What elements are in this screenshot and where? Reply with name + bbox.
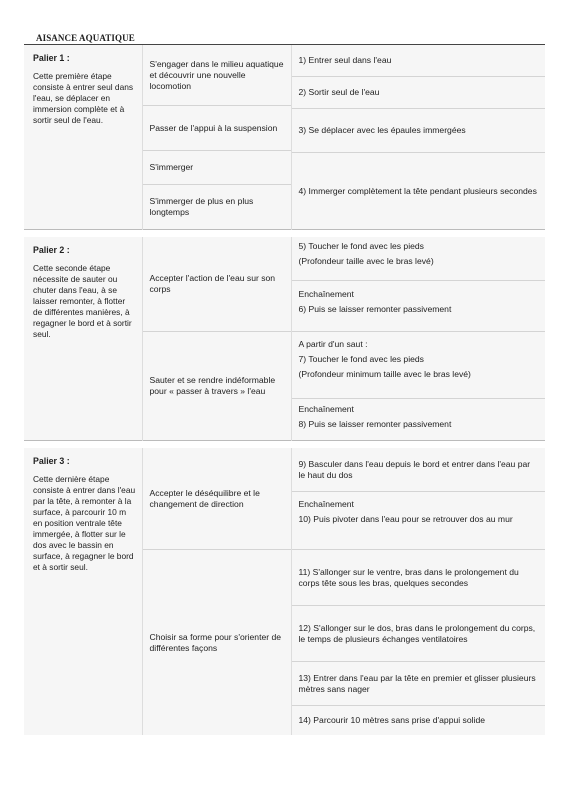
palier-3-description: Cette dernière étape consiste à entrer dans l'eau par la tête, à remonter à la surface, à parcourir 10 m en position ventrale tête immergée, à flotter sur le dos avec le bassin en surface, à regagner le bord et à sortir seul. xyxy=(33,474,136,572)
palier-1-summary xyxy=(24,45,142,230)
objective-cell xyxy=(143,105,291,150)
task-line: Enchaînement xyxy=(298,404,354,414)
palier-1-title: Palier 1 : xyxy=(33,53,70,63)
task-line: Enchaînement xyxy=(298,499,354,509)
task-cell xyxy=(292,448,546,491)
palier-2-summary xyxy=(24,237,142,441)
task-cell xyxy=(292,152,546,229)
task-cell xyxy=(292,45,546,76)
task-cell xyxy=(292,491,546,549)
task-line: 5) Toucher le fond avec les pieds xyxy=(298,241,424,251)
palier-2-objectives xyxy=(142,237,291,441)
row-separator xyxy=(24,441,545,449)
palier-1-tasks xyxy=(291,45,545,230)
objective-cell xyxy=(143,150,291,184)
objective-text: S'immerger de plus en plus longtemps xyxy=(149,196,254,217)
task-cell xyxy=(292,280,546,331)
objective-text: Accepter le déséquilibre et le changement de direction xyxy=(149,487,260,509)
task-line: 4) Immerger complètement la tête pendant plusieurs secondes xyxy=(298,185,537,196)
palier-2-row xyxy=(24,237,545,441)
objective-cell xyxy=(143,45,291,105)
objective-text: Choisir sa forme pour s'orienter de différentes façons xyxy=(149,631,282,653)
task-line: 11) S'allonger sur le ventre, bras dans le prolongement du corps tête sous les bras, quelques secondes xyxy=(298,566,519,588)
palier-2-title: Palier 2 : xyxy=(33,245,70,255)
task-cell xyxy=(292,108,546,152)
task-line: (Profondeur minimum taille avec le bras levé) xyxy=(298,369,471,379)
palier-1-objectives xyxy=(142,45,291,230)
objective-text: S'immerger xyxy=(149,162,194,172)
row-separator xyxy=(24,230,545,238)
task-line: 8) Puis se laisser remonter passivement xyxy=(298,419,452,429)
task-line: 3) Se déplacer avec les épaules immergées xyxy=(298,125,466,135)
task-line: 2) Sortir seul de l'eau xyxy=(298,87,380,97)
palier-2-tasks xyxy=(291,237,545,441)
palier-3-title: Palier 3 : xyxy=(33,456,70,466)
task-cell xyxy=(292,76,546,108)
palier-3-objectives xyxy=(142,448,291,735)
objective-cell xyxy=(143,549,291,735)
palier-1-row xyxy=(24,45,545,230)
task-cell xyxy=(292,331,546,398)
objective-text: Sauter et se rendre indéformable pour « passer à travers » l'eau xyxy=(149,375,276,396)
task-cell xyxy=(292,705,546,735)
objective-cell xyxy=(143,184,291,229)
task-cell xyxy=(292,661,546,705)
palier-2-description: Cette seconde étape nécessite de sauter ou chuter dans l'eau, à se laisser remonter, à flotter de différentes manières, à regagner le bord et à sortir seul. xyxy=(33,263,132,339)
task-line: 10) Puis pivoter dans l'eau pour se retrouver dos au mur xyxy=(298,514,513,524)
task-cell xyxy=(292,549,546,605)
task-line: 7) Toucher le fond avec les pieds xyxy=(298,354,424,364)
task-line: (Profondeur taille avec le bras levé) xyxy=(298,256,434,266)
task-cell xyxy=(292,237,546,280)
task-line: Enchaînement xyxy=(298,289,354,299)
objective-cell xyxy=(143,331,291,440)
objective-cell xyxy=(143,448,291,549)
palier-3-tasks xyxy=(291,448,545,735)
document-title: AISANCE AQUATIQUE xyxy=(36,33,135,43)
task-line: 6) Puis se laisser remonter passivement xyxy=(298,304,452,314)
task-line: 1) Entrer seul dans l'eau xyxy=(298,55,392,65)
objective-text: Passer de l'appui à la suspension xyxy=(149,122,278,133)
palier-3-row xyxy=(24,448,545,735)
objective-text: S'engager dans le milieu aquatique et découvrir une nouvelle locomotion xyxy=(149,58,284,91)
task-line: 9) Basculer dans l'eau depuis le bord et entrer dans l'eau par le haut du dos xyxy=(298,458,531,480)
task-line: A partir d'un saut : xyxy=(298,339,368,349)
task-line: 14) Parcourir 10 mètres sans prise d'appui solide xyxy=(298,715,485,725)
palier-table xyxy=(24,45,545,735)
objective-cell xyxy=(143,237,291,331)
task-line: 12) S'allonger sur le dos, bras dans le prolongement du corps, le temps de plusieurs échanges ventilatoires xyxy=(298,622,536,644)
objective-text: Accepter l'action de l'eau sur son corps xyxy=(149,273,276,294)
task-line: 13) Entrer dans l'eau par la tête en premier et glisser plusieurs mètres sans nager xyxy=(298,672,536,694)
palier-1-description: Cette première étape consiste à entrer seul dans l'eau, se déplacer en immersion complète et à sortir seul de l'eau. xyxy=(33,71,134,125)
task-cell xyxy=(292,605,546,661)
palier-3-summary xyxy=(24,448,142,735)
task-cell xyxy=(292,398,546,440)
